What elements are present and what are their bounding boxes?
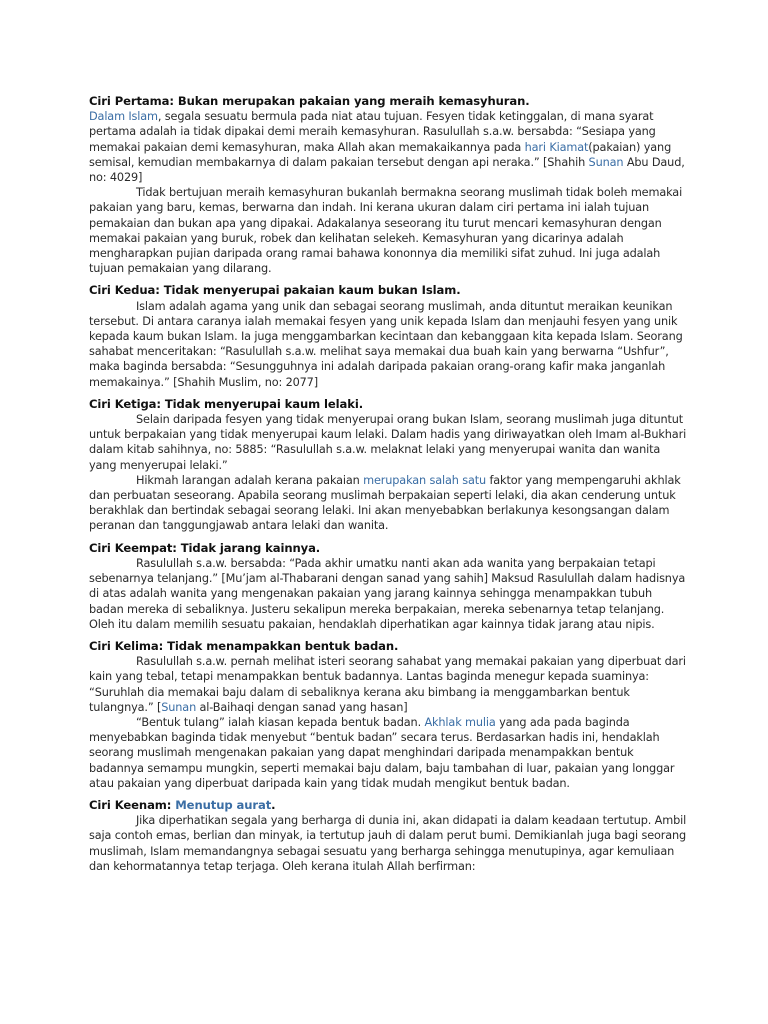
section-heading-ciri-kelima: Ciri Kelima: Tidak menampakkan bentuk badan. <box>89 638 399 653</box>
link-dalam-islam[interactable]: Dalam Islam <box>89 110 158 124</box>
paragraph <box>89 109 689 185</box>
link-hari-kiamat[interactable]: hari Kiamat <box>524 140 589 154</box>
section-heading-ciri-keempat: Ciri Keempat: Tidak jarang kainnya. <box>89 540 321 555</box>
paragraph <box>89 654 689 715</box>
text-span: faktor yang mempengaruhi akhlak dan perbuatan seseorang. Apabila seorang muslimah berpakaian seperti lelaki, dia akan cenderung untuk berakhlak dan bertindak sebagai seorang lelaki. Ini akan menyebabkan berlakunya kesongsangan dalam peranan dan tanggungjawab antara lelaki dan wanita. <box>89 473 681 533</box>
section-heading-ciri-keenam <box>89 798 689 813</box>
paragraph: Islam adalah agama yang unik dan sebagai seorang muslimah, anda dituntut meraikan keunikan tersebut. Di antara caranya ialah memakai fesyen yang unik kepada Islam dan menjauhi fesyen yang unik kepada kaum bukan Islam. Ia juga menggambarkan kecintaan dan kebanggaan kita kepada Islam. Seorang sahabat menceritakan: “Rasulullah s.a.w. melihat saya memakai dua buah kain yang berwarna “Ushfur”, maka baginda bersabda: “Sesungguhnya ini adalah daripada pakaian orang-orang kafir maka janganlah memakainya.” [Shahih Muslim, no: 2077] <box>89 299 683 389</box>
paragraph: Tidak bertujuan meraih kemasyhuran bukanlah bermakna seorang muslimah tidak boleh memakai pakaian yang baru, kemas, berwarna dan indah. Ini kerana ukuran dalam ciri pertama ini ialah tujuan pemakaian dan bukan apa yang dipakai. Adakalanya seseorang itu turut mencari kemasyhuran dengan memakai pakaian yang buruk, robek dan kelihatan selekeh. Kemasyhuran yang dicarinya adalah mengharapkan pujian daripada orang ramai bahawa kononnya dia memiliki sifat zuhud. Ini juga adalah tujuan pemakaian yang dilarang. <box>89 186 683 276</box>
link-menutup-aurat[interactable]: Menutup aurat <box>175 797 272 812</box>
section-heading-ciri-kedua: Ciri Kedua: Tidak menyerupai pakaian kaum bukan Islam. <box>89 283 461 298</box>
paragraph: Rasulullah s.a.w. bersabda: “Pada akhir umatku nanti akan ada wanita yang berpakaian tetapi sebenarnya telanjang.” [Mu’jam al-Thabarani dengan sanad yang sahih] Maksud Rasulullah dalam hadisnya di atas adalah wanita yang mengenakan pakaian yang jarang kainnya sehingga menampakkan tubuh badan mereka di sebaliknya. Justeru sekalipun mereka berpakaian, mereka sebenarnya tetap telanjang. Oleh itu dalam memilih sesuatu pakaian, hendaklah diperhatikan agar kainnya tidak jarang atau nipis. <box>89 556 686 631</box>
heading-text: Ciri Keenam: <box>89 797 176 812</box>
text-span: , segala sesuatu bermula pada niat atau tujuan. Fesyen tidak ketinggalan, di mana syarat pertama adalah ia tidak dipakai demi meraih kemasyhuran. Rasulullah s.a.w. bersabda: “Sesiapa yang memakai pakaian demi kemasyhuran, maka Allah akan memakaikannya pada <box>89 110 656 154</box>
text-span: “Bentuk tulang” ialah kiasan kepada bentuk badan. <box>136 715 425 729</box>
text-span: yang ada pada baginda menyebabkan baginda tidak menyebut “bentuk badan” secara terus. Berdasarkan hadis ini, hendaklah seorang muslimah mengenakan pakaian yang dapat menghindari daripada menampakkan bentuk badannya semampu mungkin, seperti memakai baju dalam, baju tambahan di luar, pakaian yang longgar atau pakaian yang diperbuat daripada kain yang tidak mudah mengikut bentuk badan. <box>89 715 675 790</box>
paragraph: Jika diperhatikan segala yang berharga di dunia ini, akan didapati ia dalam keadaan tertutup. Ambil saja contoh emas, berlian dan minyak, ia tertutup jauh di dalam perut bumi. Demikianlah juga bagi seorang muslimah, Islam memandangnya sebagai sesuatu yang berharga sehingga menutupinya, agar kemuliaan dan kehormatannya tetap terjaga. Oleh kerana itulah Allah berfirman: <box>89 814 687 873</box>
link-merupakan-salah-satu[interactable]: merupakan salah satu <box>363 473 487 487</box>
paragraph: Selain daripada fesyen yang tidak menyerupai orang bukan Islam, seorang muslimah juga dituntut untuk berpakaian yang tidak menyerupai kaum lelaki. Dalam hadis yang diriwayatkan oleh Imam al-Bukhari dalam kitab sahihnya, no: 5885: “Rasulullah s.a.w. melaknat lelaki yang menyerupai wanita dan wanita yang menyerupai lelaki.” <box>89 413 687 472</box>
link-sunan[interactable]: Sunan <box>161 700 197 714</box>
text-span: al-Baihaqi dengan sanad yang hasan] <box>196 700 408 714</box>
text-span: (pakaian) yang semisal, kemudian membakarnya di dalam pakaian tersebut dengan api neraka.” [Shahih <box>89 140 672 169</box>
text-span: Rasulullah s.a.w. pernah melihat isteri seorang sahabat yang memakai pakaian yang diperbuat dari kain yang tebal, tetapi menampakkan bentuk badannya. Lantas baginda menegur kepada suaminya: “Suruhlah dia memakai baju dalam di sebaliknya kerana aku bimbang ia menggambarkan bentuk tulangnya.” [ <box>89 655 686 714</box>
heading-text: . <box>271 797 276 812</box>
link-akhlak-mulia[interactable]: Akhlak mulia <box>424 715 496 729</box>
section-heading-ciri-pertama: Ciri Pertama: Bukan merupakan pakaian yang meraih kemasyhuran. <box>89 94 530 108</box>
link-sunan[interactable]: Sunan <box>588 155 624 169</box>
section-heading-ciri-ketiga: Ciri Ketiga: Tidak menyerupai kaum lelaki. <box>89 396 364 411</box>
text-span: Hikmah larangan adalah kerana pakaian <box>136 473 364 487</box>
document-page <box>89 94 689 874</box>
paragraph <box>89 473 689 534</box>
paragraph <box>89 715 689 791</box>
text-span: Abu Daud, no: 4029] <box>89 155 685 185</box>
